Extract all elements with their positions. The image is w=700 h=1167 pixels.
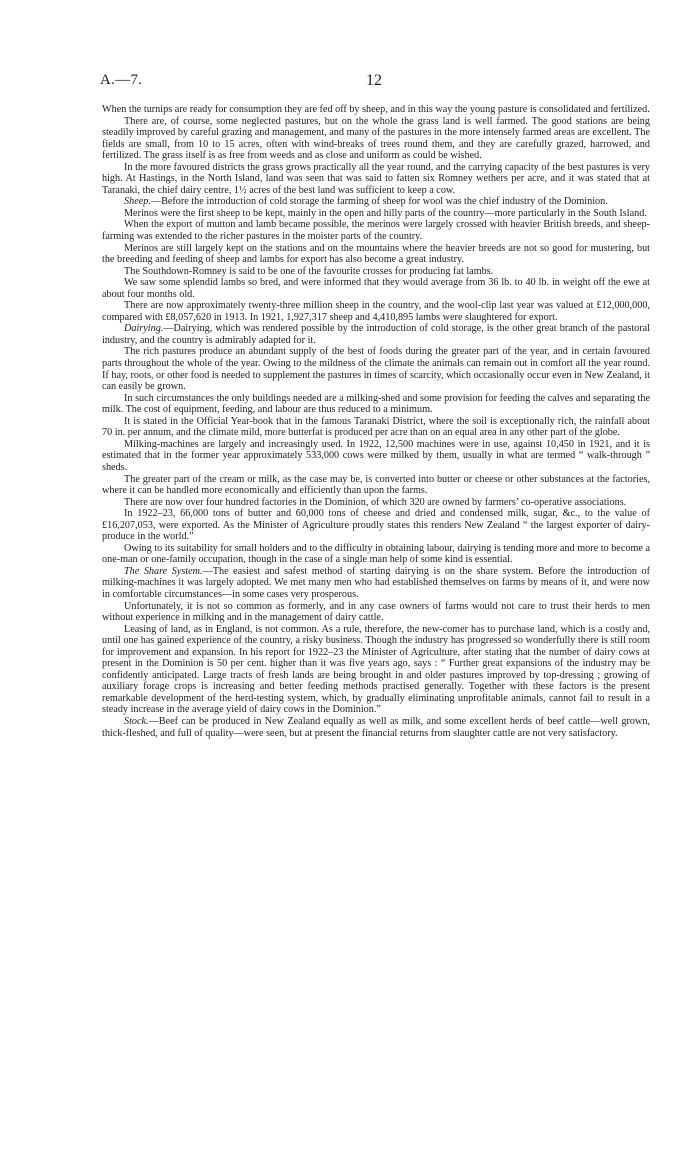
section-heading: Dairying. — [124, 323, 164, 335]
paragraph: Leasing of land, as in England, is not common. As a rule, therefore, the new-comer has to purchase land, which is a costly and, until one has gained experience of the country, a risky business. Though the industry has progressed so wonderfully there is still room for improvement and expansion. In his report for 1922–23 the Minister of Agriculture, after stating that the number of dairy cows at present in the Dominion is 50 per cent. higher than it was five years ago, says : “ Further great expansions of the industry may be confidently anticipated. Large tracts of fresh lands are being brought in and older pastures improved by top-dressing ; growing of auxiliary forage crops is increasing and better feeding methods practised generally. Together with these factors is the present remarkable development of the herd-testing system, which, by gradually eliminating unprofitable animals, cannot fail to result in a steady increase in the average yield of dairy cows in the Dominion.” — [102, 623, 650, 716]
paragraph: In 1922–23, 66,000 tons of butter and 60,000 tons of cheese and dried and condensed milk, sugar, &c., to the value of £16,207,053, were exported. As the Minister of Agriculture proudly states this renders New Zealand “ the largest exporter of dairy-produce in the world.” — [102, 508, 650, 543]
section-heading: Stock. — [124, 715, 149, 727]
section-share-system: The Share System.—The easiest and safest method of starting dairying is on the share system. Before the introduction of milking-machines it was largely adopted. We met many men who had established themselves on farms by means of it, and were now in comfortable circumstances—in some cases very prosperous. — [102, 565, 650, 600]
paragraph: Milking-machines are largely and increasingly used. In 1922, 12,500 machines were in use, against 10,450 in 1921, and it is estimated that in the former year approximately 533,000 cows were milked by them, usually in what are termed “ walk-through ” sheds. — [102, 438, 650, 473]
section-heading: Sheep. — [124, 196, 151, 208]
paragraph: The greater part of the cream or milk, as the case may be, is converted into butter or cheese or other substances at the factories, where it can be handled more economically and efficiently than upon the farms. — [102, 473, 650, 497]
paragraph: Unfortunately, it is not so common as formerly, and in any case owners of farms would not care to trust their herds to men without experience in milking and in the management of dairy cattle. — [102, 600, 650, 624]
paragraph: The rich pastures produce an abundant supply of the best of foods during the greater part of the year, and in certain favoured parts throughout the whole of the year. Owing to the mildness of the climate the animals can remain out in comfort all the year round. If hay, roots, or other food is needed to supplement the pastures in times of scarcity, which occasionally occur even in New Zealand, it can easily be grown. — [102, 346, 650, 393]
document-body — [102, 74, 650, 739]
paragraph: In the more favoured districts the grass grows practically all the year round, and the carrying capacity of the best pastures is very high. At Hastings, in the North Island, land was seen that was said to fatten six Romney wethers per acre, and it was stated that at Taranaki, the chief dairy centre, 1½ acres of the best land was sufficient to keep a cow. — [102, 161, 650, 196]
paragraph: It is stated in the Official Year-book that in the famous Taranaki District, where the soil is exceptionally rich, the rainfall about 70 in. per annum, and the climate mild, more butterfat is produced per acre than on an equal area in any other part of the globe. — [102, 415, 650, 439]
paragraph: Owing to its suitability for small holders and to the difficulty in obtaining labour, dairying is tending more and more to become a one-man or one-family occupation, though in the case of a single man help of some kind is essential. — [102, 542, 650, 566]
section-heading: The Share System. — [124, 565, 203, 577]
section-stock: Stock.—Beef can be produced in New Zealand equally as well as milk, and some excellent herds of beef cattle—well grown, thick-fleshed, and full of quality—were seen, but at present the financial returns from slaughter cattle are not very satisfactory. — [102, 715, 650, 739]
paragraph: The Southdown-Romney is said to be one of the favourite crosses for producing fat lambs. — [124, 265, 494, 277]
paragraph: When the export of mutton and lamb became possible, the merinos were largely crossed with heavier British breeds, and sheep-farming was extended to the richer pastures in the moister parts of the country. — [102, 219, 650, 243]
paragraph: Merinos are still largely kept on the stations and on the mountains where the heavier breeds are not so good for mustering, but the breeding and feeding of sheep and lambs for export has also become a great industry. — [102, 242, 650, 266]
page-number: 12 — [366, 72, 382, 89]
paragraph: There are now over four hundred factories in the Dominion, of which 320 are owned by farmers’ co-operative associations. — [124, 496, 627, 508]
paragraph: Merinos were the first sheep to be kept, mainly in the open and hilly parts of the country—more particularly in the South Island. — [124, 207, 647, 219]
document-reference: A.—7. — [100, 72, 143, 88]
section-sheep: Sheep.—Before the introduction of cold storage the farming of sheep for wool was the chief industry of the Dominion. — [124, 196, 608, 208]
paragraph: There are now approximately twenty-three million sheep in the country, and the wool-clip last year was valued at £12,000,000, compared with £8,057,620 in 1913. In 1921, 1,927,317 sheep and 4,410,895 lambs were slaughtered for export. — [102, 300, 650, 323]
paragraph: There are, of course, some neglected pastures, but on the whole the grass land is well farmed. The good stations are being steadily improved by careful grazing and management, and many of the pastures in the more intensely farmed areas are excellent. The fields are small, from 10 to 15 acres, often with wind-breaks of trees round them, and they are carefully grazed, harrowed, and fertilized. The grass itself is as free from weeds and as close and uniform as could be wished. — [102, 115, 650, 162]
section-dairying: Dairying.—Dairying, which was rendered possible by the introduction of cold storage, is the other great branch of the pastoral industry, and the country is admirably adapted for it. — [102, 323, 650, 346]
paragraph: In such circumstances the only buildings needed are a milking-shed and some provision for feeding the calves and separating the milk. The cost of equipment, feeding, and labour are thus reduced to a minimum. — [102, 392, 650, 416]
paragraph: When the turnips are ready for consumption they are fed off by sheep, and in this way the young pasture is consolidated and fertilized. — [102, 104, 650, 115]
paragraph: We saw some splendid lambs so bred, and were informed that they would average from 36 lb. to 40 lb. in weight off the ewe at about four months old. — [102, 277, 650, 300]
